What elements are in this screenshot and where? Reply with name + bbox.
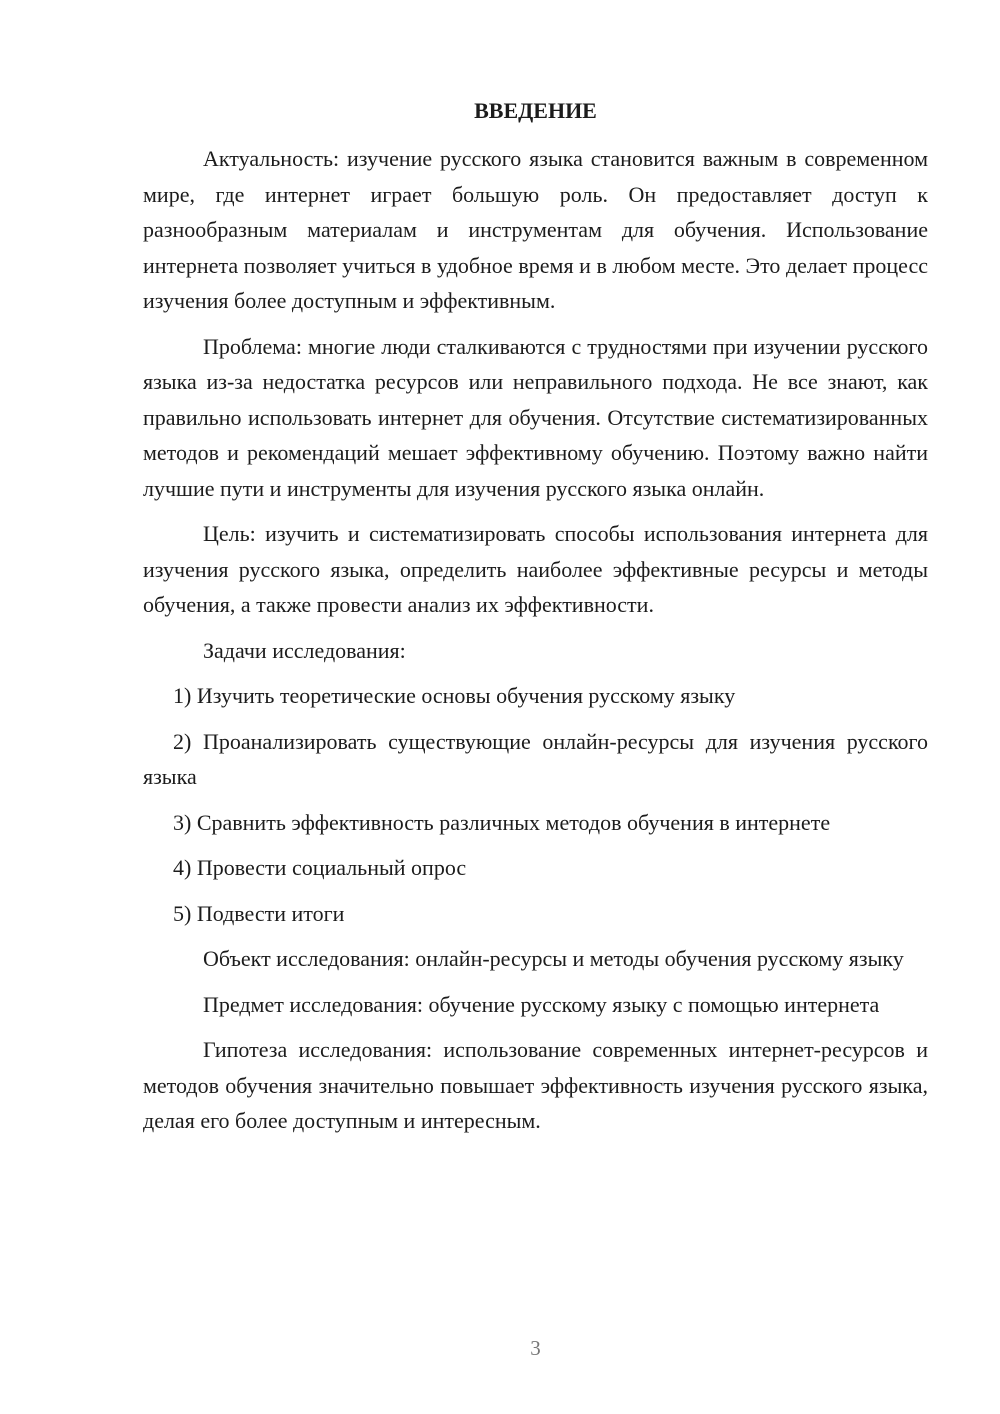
tasks-list xyxy=(143,678,928,931)
list-item: 5) Подвести итоги xyxy=(173,900,345,926)
page-title: ВВЕДЕНИЕ xyxy=(474,98,597,123)
paragraph-problem: Проблема: многие люди сталкиваются с трудностями при изучении русского языка из-за недостатка ресурсов или неправильного подхода. Не все знают, как правильно использовать интернет для обучения. Отсутствие систематизированных методов и рекомендаций мешает эффективному обучению. Поэтому важно найти лучшие пути и инструменты для изучения русского языка онлайн. xyxy=(143,333,928,501)
page-number: 3 xyxy=(530,1336,541,1360)
paragraph-tasks-intro: Задачи исследования: xyxy=(203,637,406,663)
list-item: 3) Сравнить эффективность различных методов обучения в интернете xyxy=(173,809,831,835)
paragraph-relevance: Актуальность: изучение русского языка становится важным в современном мире, где интернет играет большую роль. Он предоставляет доступ к разнообразным материалам и инструментам для обучения. Использование интернета позволяет учиться в удобное время и в любом месте. Это делает процесс изучения более доступным и эффективным. xyxy=(143,146,928,313)
document-page xyxy=(143,0,928,1414)
list-item: 4) Провести социальный опрос xyxy=(173,855,467,880)
document-body xyxy=(143,141,928,1149)
paragraph-hypothesis: Гипотеза исследования: использование современных интернет-ресурсов и методов обучения значительно повышает эффективность изучения русского языка, делая его более доступным и интересным. xyxy=(143,1037,928,1133)
list-item: 1) Изучить теоретические основы обучения русскому языку xyxy=(173,683,736,708)
paragraph-object: Объект исследования: онлайн-ресурсы и методы обучения русскому языку xyxy=(203,946,904,971)
paragraph-goal: Цель: изучить и систематизировать способы использования интернета для изучения русского языка, определить наиболее эффективные ресурсы и методы обучения, а также провести анализ их эффективности. xyxy=(143,521,928,617)
list-item: 2) Проанализировать существующие онлайн-ресурсы для изучения русского языка xyxy=(143,728,928,789)
paragraph-subject: Предмет исследования: обучение русскому языку с помощью интернета xyxy=(203,991,880,1017)
